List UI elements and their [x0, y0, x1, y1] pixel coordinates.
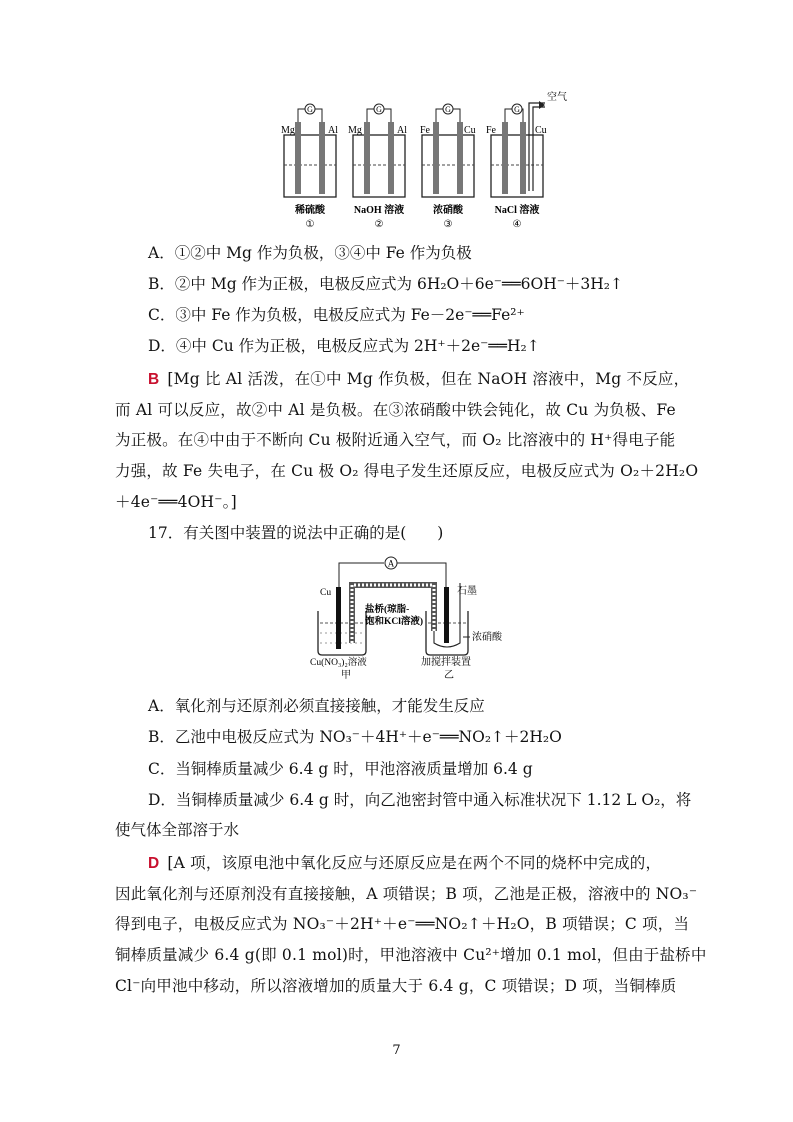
- right-electrode-label: Cu: [464, 125, 476, 136]
- solution-label: 稀硫酸: [295, 205, 325, 216]
- meter-label: G: [307, 105, 313, 114]
- left-electrode-label: Mg: [348, 125, 362, 136]
- q16-analysis-line-4: 力强，故 Fe 失电子，在 Cu 极 O₂ 得电子发生还原反应，电极反应式为 O₂＋2H₂O: [115, 462, 699, 480]
- right-electrode-label: Al: [397, 125, 407, 136]
- q17-option-a: A．氧化剂与还原剂必须直接接触，才能发生反应: [148, 697, 485, 715]
- solution-label: NaOH 溶液: [353, 205, 405, 216]
- right-electrode-label: Al: [328, 125, 338, 136]
- q17-analysis-line-2: 因此氧化剂与还原剂没有直接接触，A 项错误；B 项，乙池是正极，溶液中的 NO₃⁻: [115, 885, 698, 903]
- cell-number: ①: [305, 219, 315, 230]
- solution-label: 浓硝酸: [433, 205, 463, 216]
- air-label: 空气: [547, 92, 567, 103]
- q17-analysis-line-5: Cl⁻向甲池中移动，所以溶液增加的质量大于 6.4 g，C 项错误；D 项，当铜棒质: [115, 977, 677, 995]
- q17-stem: 17．有关图中装置的说法中正确的是( ): [148, 524, 444, 542]
- cell-2: [348, 104, 407, 230]
- q17-analysis-line-1: D [A 项，该原电池中氧化反应与还原反应是在两个不同的烧杯中完成的，: [148, 854, 662, 872]
- stirrer-label: 加搅拌装置: [421, 657, 471, 668]
- right-electrode-label: Cu: [535, 125, 547, 136]
- bridge-label-1: 盐桥(琼脂-: [365, 605, 410, 615]
- q16-option-a: A．①②中 Mg 作为负极，③④中 Fe 作为负极: [148, 244, 472, 262]
- q17-option-c: C．当铜棒质量减少 6.4 g 时，甲池溶液质量增加 6.4 g: [148, 760, 533, 778]
- q16-analysis-line-1: B [Mg 比 Al 活泼，在①中 Mg 作负极，但在 NaOH 溶液中，Mg 不反应，: [148, 370, 690, 388]
- cell-number: ④: [512, 219, 522, 230]
- cell-1: [281, 104, 338, 230]
- q17-option-d: D．当铜棒质量减少 6.4 g 时，向乙池密封管中通入标准状况下 1.12 L O₂，将: [148, 791, 692, 809]
- q17-option-b: B．乙池中电极反应式为 NO₃⁻＋4H⁺＋e⁻══NO₂↑＋2H₂O: [148, 728, 562, 746]
- q16-option-d: D．④中 Cu 作为正极，电极反应式为 2H⁺＋2e⁻══H₂↑: [148, 337, 540, 355]
- q16-analysis-line-2: 而 Al 可以反应，故②中 Al 是负极。在③浓硝酸中铁会钝化，故 Cu 为负极、Fe: [115, 401, 676, 419]
- cell-4: [486, 90, 567, 230]
- cell-3: [420, 104, 476, 230]
- left-solution-label: Cu(NO₃)₂溶液: [310, 658, 367, 668]
- left-electrode-label: Fe: [420, 125, 430, 136]
- right-cell-name: 乙: [444, 670, 454, 681]
- q17-analysis-line-4: 铜棒质量减少 6.4 g(即 0.1 mol)时，甲池溶液中 Cu²⁺增加 0.1 mol，但由于盐桥中: [115, 946, 707, 964]
- cell-number: ③: [443, 219, 453, 230]
- meter-label: G: [445, 105, 451, 114]
- q16-answer-key: B: [148, 371, 160, 388]
- meter-label: G: [514, 105, 520, 114]
- page-number: 7: [392, 1043, 401, 1058]
- q17-analysis-line-3: 得到电子，电极反应式为 NO₃⁻＋2H⁺＋e⁻══NO₂↑＋H₂O，B 项错误；C 项，当: [115, 915, 690, 933]
- q17-answer-key: D: [148, 855, 160, 872]
- left-cell-name: 甲: [341, 670, 351, 681]
- solution-label: NaCl 溶液: [494, 205, 540, 216]
- meter-label: G: [376, 105, 382, 114]
- cu-label: Cu: [320, 588, 332, 598]
- q16-analysis-line-3: 为正极。在④中由于不断向 Cu 极附近通入空气，而 O₂ 比溶液中的 H⁺得电子能: [115, 431, 676, 449]
- graphite-label: 石墨: [457, 586, 477, 597]
- left-electrode-label: Fe: [486, 125, 496, 136]
- q17-option-d-cont: 使气体全部溶于水: [115, 821, 240, 839]
- left-electrode-label: Mg: [281, 125, 295, 136]
- figure-four-cells: [270, 92, 567, 233]
- ammeter-label: A: [387, 558, 395, 569]
- bridge-label-2: 饱和KCl溶液): [365, 617, 424, 627]
- q16-option-c: C．③中 Fe 作为负极，电极反应式为 Fe－2e⁻══Fe²⁺: [148, 306, 525, 324]
- q16-analysis-line-5: ＋4e⁻══4OH⁻。]: [115, 493, 237, 511]
- q16-option-b: B．②中 Mg 作为正极，电极反应式为 6H₂O＋6e⁻══6OH⁻＋3H₂↑: [148, 275, 623, 293]
- acid-label: 浓硝酸: [472, 632, 502, 643]
- cell-number: ②: [374, 219, 384, 230]
- figure-salt-bridge-cell: [308, 551, 502, 681]
